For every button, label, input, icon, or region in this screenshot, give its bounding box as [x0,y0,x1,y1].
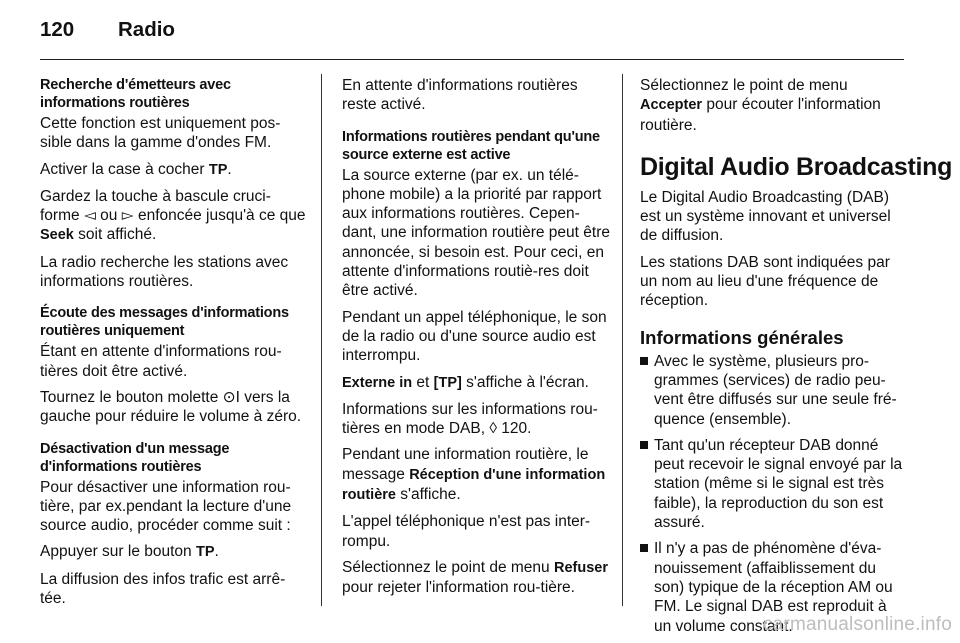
key-refuser: Refuser [553,559,608,576]
subheading-disable-message: Désactivation d'un message d'informations routières [40,440,230,475]
key-reception-message: Réception d'une information routière [342,466,606,504]
paragraph-accept: Sélectionnez le point de menu Accepter pour écouter l'information routière. [640,77,881,134]
paragraph-disable: Pour désactiver une information rou-tière, par ex.pendant la lecture d'une source audio, procéder comme suit : [40,478,292,535]
key-tp: TP [208,161,228,178]
heading-general-info: Informations générales [640,326,844,348]
list-item: Tant qu'un récepteur DAB donné peut recevoir le signal envoyé par la station (même si le signal est très faible), la reproduction du son est assuré. [640,436,904,532]
key-tp-bracket: [TP] [433,374,462,391]
paragraph-remain-active: En attente d'informations routières reste activé. [342,77,578,114]
paragraph-stopped: La diffusion des infos trafic est arrê-tée. [40,570,286,608]
paragraph-during-traffic: Pendant une information routière, le message Réception d'une information routière s'affiche. [342,446,606,504]
heading-dab: Digital Audio Broadcasting [640,152,953,181]
paragraph-refuse: Sélectionnez le point de menu Refuser pour rejeter l'information rou-tière. [342,558,608,597]
paragraph-phone-call: Pendant un appel téléphonique, le son de la radio ou d'une source audio est interrompu. [342,308,607,365]
key-tp-2: TP [195,544,215,561]
page-number: 120 [40,18,75,41]
paragraph-screen: Externe in et [TP] s'affiche à l'écran. [342,373,589,391]
paragraph-turn-knob: Tournez le bouton molette ⊙I vers la gauche pour réduire le volume à zéro. [40,388,302,426]
subheading-external-source: Informations routières pendant qu'une source externe est active [342,128,600,163]
subheading-search-traffic: Recherche d'émetteurs avec informations routières [40,77,231,111]
paragraph-activate-tp: Activer la case à cocher TP. [40,160,232,178]
paragraph-standby: Étant en attente d'informations rou-tières doit être activé. [40,343,282,380]
paragraph-dab-intro: Le Digital Audio Broadcasting (DAB) est un système innovant et universel de diffusion. [640,188,891,245]
key-externe-in: Externe in [342,374,413,391]
right-arrow-icon: ▻ [121,207,134,225]
square-bullet-icon [640,441,648,449]
subheading-listen-only: Écoute des messages d'informations routières uniquement [40,305,289,340]
list-item: Il n'y a pas de phénomène d'éva-nouissement (affaiblissement du son) typique de la réception AM ou FM. Le signal DAB est reproduit à un volume constant. [640,539,904,635]
list-item: Avec le système, plusieurs pro-grammes (services) de radio peu-vent être diffusés sur une seule fré-quence (ensemble). [640,352,904,429]
key-seek: Seek [40,227,74,244]
key-accepter: Accepter [640,97,703,114]
left-arrow-icon: ◅ [83,207,96,225]
header-divider [40,59,904,60]
paragraph-not-interrupted: L'appel téléphonique n'est pas inter-rompu. [342,513,591,550]
bullet-list [640,352,904,636]
paragraph-dab-names: Les stations DAB sont indiquées par un nom au lieu d'une fréquence de réception. [640,253,890,310]
column-divider-1 [321,74,322,606]
paragraph-fm-only: Cette fonction est uniquement pos-sible dans la gamme d'ondes FM. [40,115,281,152]
column-1 [40,76,308,615]
paragraph-hold-rocker: Gardez la touche à bascule cruci-forme ◅ ou ▻ enfoncée jusqu'à ce que Seek soit affiché. [40,187,306,244]
paragraph-press-tp: Appuyer sur le bouton TP. [40,543,219,561]
square-bullet-icon [640,357,648,365]
square-bullet-icon [640,544,648,552]
paragraph-dab-ref: Informations sur les informations rou-tières en mode DAB, ◊ 120. [342,400,598,438]
column-2 [342,76,610,605]
knob-icon: ⊙I [222,388,240,406]
section-title: Radio [118,18,175,41]
column-3 [640,76,953,643]
watermark: carmanualsonline.info [762,614,952,635]
paragraph-external: La source externe (par ex. un télé-phone mobile) a la priorité par rapport aux informations routières. Cepen-dant, une information routière peut être annoncée, si besoin est. Pour ceci, en attente d'informations routiè-res doit être activé. [342,166,610,300]
column-divider-2 [622,74,623,606]
paragraph-scan: La radio recherche les stations avec informations routières. [40,253,289,291]
page-reference-icon: ◊ [489,420,497,438]
